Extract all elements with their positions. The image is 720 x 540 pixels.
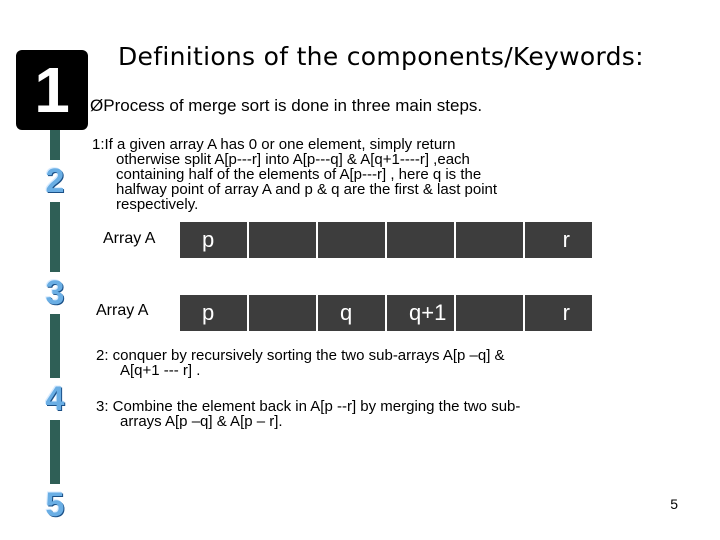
- array-2-cell: q+1: [387, 295, 456, 331]
- step-1-badge: 1: [16, 50, 88, 130]
- array-2-cell: q: [318, 295, 387, 331]
- array-1-label: Array A: [103, 230, 156, 247]
- array-1-cell: [249, 222, 318, 258]
- bullet-text: Process of merge sort is done in three main steps.: [103, 96, 483, 115]
- array-1-cell: [456, 222, 525, 258]
- array-1-table: [180, 222, 592, 258]
- slide-title: Definitions of the components/Keywords:: [118, 42, 644, 71]
- step1-line: respectively.: [116, 196, 199, 213]
- step-3-badge: 3: [34, 272, 76, 314]
- array-1-cell: [318, 222, 387, 258]
- array-1-cell: [387, 222, 456, 258]
- array-2-cell: r: [562, 300, 570, 325]
- array-2-cell: [249, 295, 318, 331]
- array-1-cell: r: [562, 227, 570, 252]
- array-2-cell: p: [180, 295, 249, 331]
- array-2-cell: [456, 295, 525, 331]
- step2-line: 2: conquer by recursively sorting the two sub-arrays A[p –q] &: [96, 347, 505, 364]
- step-4-badge: 4: [34, 378, 76, 420]
- step-2-badge: 2: [34, 160, 76, 202]
- page-number: 5: [670, 496, 678, 512]
- step1-line: otherwise split A[p---r] into A[p---q] & A[q+1----r] ,each: [116, 151, 470, 168]
- array-1-cell: p: [180, 222, 249, 258]
- step1-line: 1:If a given array A has 0 or one element, simply return: [92, 136, 456, 153]
- array-2-table: [180, 295, 592, 331]
- step2-line: A[q+1 --- r] .: [120, 362, 201, 379]
- array-2-label: Array A: [96, 302, 149, 319]
- step3-line: 3: Combine the element back in A[p --r] by merging the two sub-: [96, 398, 521, 415]
- intro-bullet: [90, 96, 482, 116]
- step-5-badge: 5: [34, 484, 76, 526]
- bullet-mark: Ø: [90, 96, 104, 115]
- step3-line: arrays A[p –q] & A[p – r].: [120, 413, 283, 430]
- step1-line: containing half of the elements of A[p---r] , here q is the: [116, 166, 482, 183]
- step1-line: halfway point of array A and p & q are the first & last point: [116, 181, 498, 198]
